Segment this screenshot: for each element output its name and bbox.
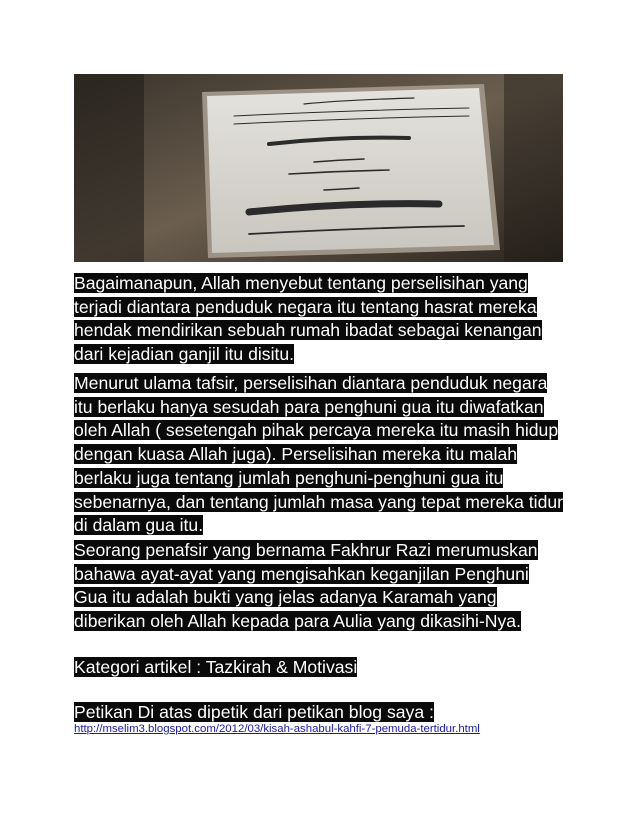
source-label: Petikan Di atas dipetik dari petikan blog saya : [74, 702, 434, 722]
plaque-photo-icon [74, 74, 563, 262]
source-link[interactable]: http://mselim3.blogspot.com/2012/03/kisah-ashabul-kahfi-7-pemuda-tertidur.html [74, 723, 480, 735]
category-line: Kategori artikel : Tazkirah & Motivasi [74, 657, 358, 677]
paragraph-1: Bagaimanapun, Allah menyebut tentang perselisihan yang terjadi diantara penduduk negara itu tentang hasrat mereka hendak mendirikan sebuah rumah ibadat sebagai kenangan dari kejadian ganjil itu disitu. [74, 273, 542, 365]
paragraph-2: Menurut ulama tafsir, perselisihan diantara penduduk negara itu berlaku hanya sesudah para penghuni gua itu diwafatkan oleh Allah ( sesetengah pihak percaya mereka itu masih hidup dengan kuasa Allah juga). Perselisihan mereka itu malah berlaku juga tentang jumlah penghuni-penghuni gua itu sebenarnya, dan tentang jumlah masa yang tepat mereka tidur di dalam gua itu. [74, 373, 564, 536]
plaque-photo [74, 74, 563, 262]
paragraph-3: Seorang penafsir yang bernama Fakhrur Razi merumuskan bahawa ayat-ayat yang mengisahkan keganjilan Penghuni Gua itu adalah bukti yang jelas adanya Karamah yang diberikan oleh Allah kepada para Aulia yang dikasihi-Nya. [74, 540, 538, 632]
